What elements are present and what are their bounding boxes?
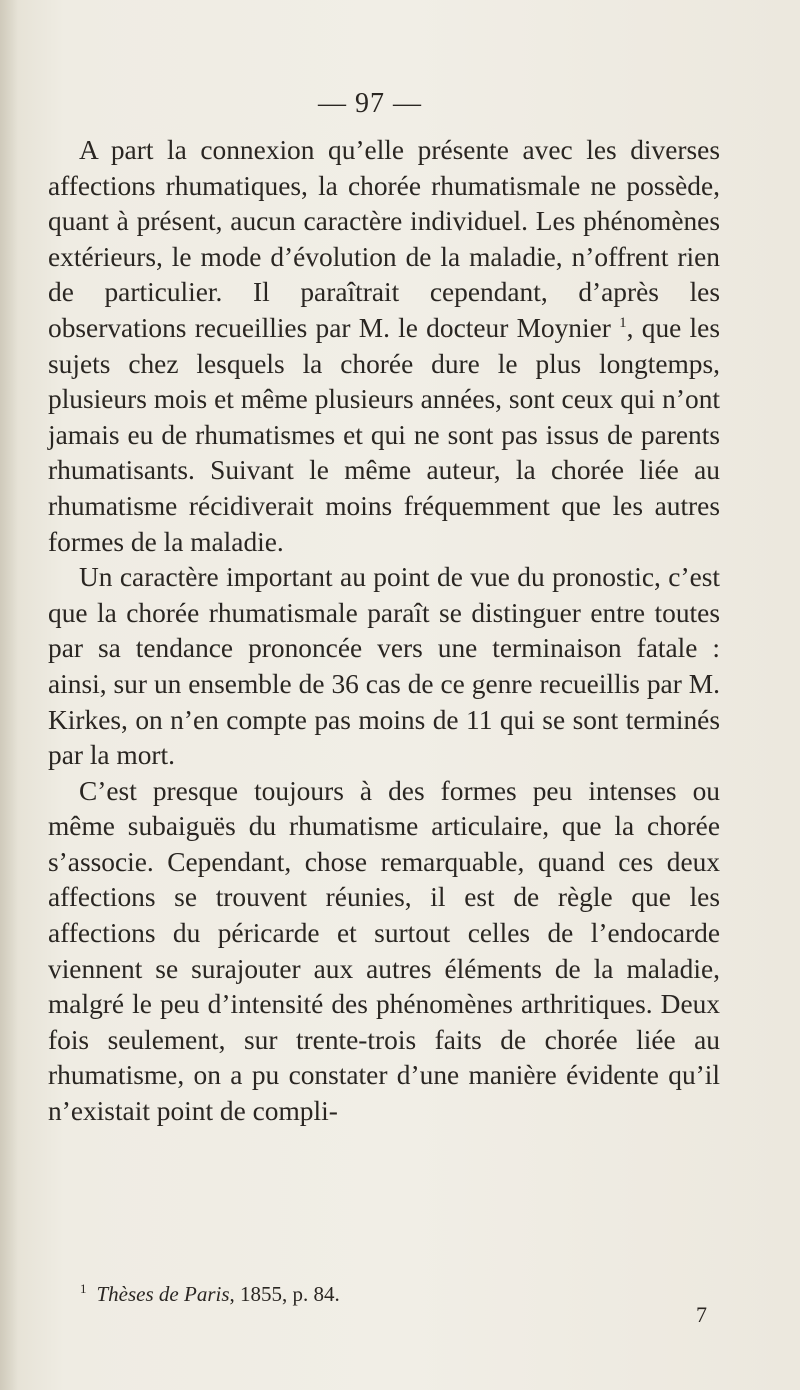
paragraph-1-text-cont: , que les sujets chez lesquels la chorée dure le plus longtemps, plusieurs mois et même plusieurs années, sont ceux qui n’ont jamais eu de rhumatismes et qui ne sont pas issus de parents rhumatisants. Suivant le même auteur, la chorée liée au rhumatisme récidiverait moins fréquemment que les autres formes de la maladie. [48, 312, 720, 557]
paragraph-1 [48, 133, 720, 560]
signature-mark: 7 [696, 1302, 707, 1327]
footnote-mark: 1 [80, 1281, 87, 1296]
paragraph-1-text: A part la connexion qu’elle présente avec les diverses affections rhumatiques, la chorée rhumatismale ne possède, quant à présent, aucun caractère individuel. Les phénomènes extérieurs, le mode d’évolution de la maladie, n’offrent rien de particulier. Il paraîtrait cependant, d’après les observations recueillies par M. le docteur Moynier [48, 135, 720, 343]
footnote-reference: 1 [619, 314, 627, 331]
paragraph-3: C’est presque toujours à des formes peu intenses ou même subaiguës du rhumatisme articulaire, que la chorée s’associe. Cependant, chose remarquable, quand ces deux affections se trouvent réunies, il est de règle que les affections du péricarde et surtout celles de l’endocarde viennent se surajouter aux autres éléments de la maladie, malgré le peu d’intensité des phénomènes arthritiques. Deux fois seulement, sur trente-trois faits de chorée liée au rhumatisme, on a pu constater d’une manière évidente qu’il n’existait point de compli- [48, 775, 720, 1127]
footnote-citation: , 1855, p. 84. [229, 1282, 340, 1306]
paragraph-2: Un caractère important au point de vue du pronostic, c’est que la chorée rhumatismale paraît se distinguer entre toutes par sa tendance prononcée vers une terminaison fatale : ainsi, sur un ensemble de 36 cas de ce genre recueillis par M. Kirkes, on n’en compte pas moins de 11 qui se sont terminés par la mort. [48, 562, 720, 771]
body-text [48, 133, 720, 1130]
footnote-title: Thèses de Paris [96, 1282, 230, 1306]
footnote [80, 1277, 340, 1306]
gutter-shadow [0, 0, 18, 1390]
page-number: — 97 — [318, 88, 422, 119]
